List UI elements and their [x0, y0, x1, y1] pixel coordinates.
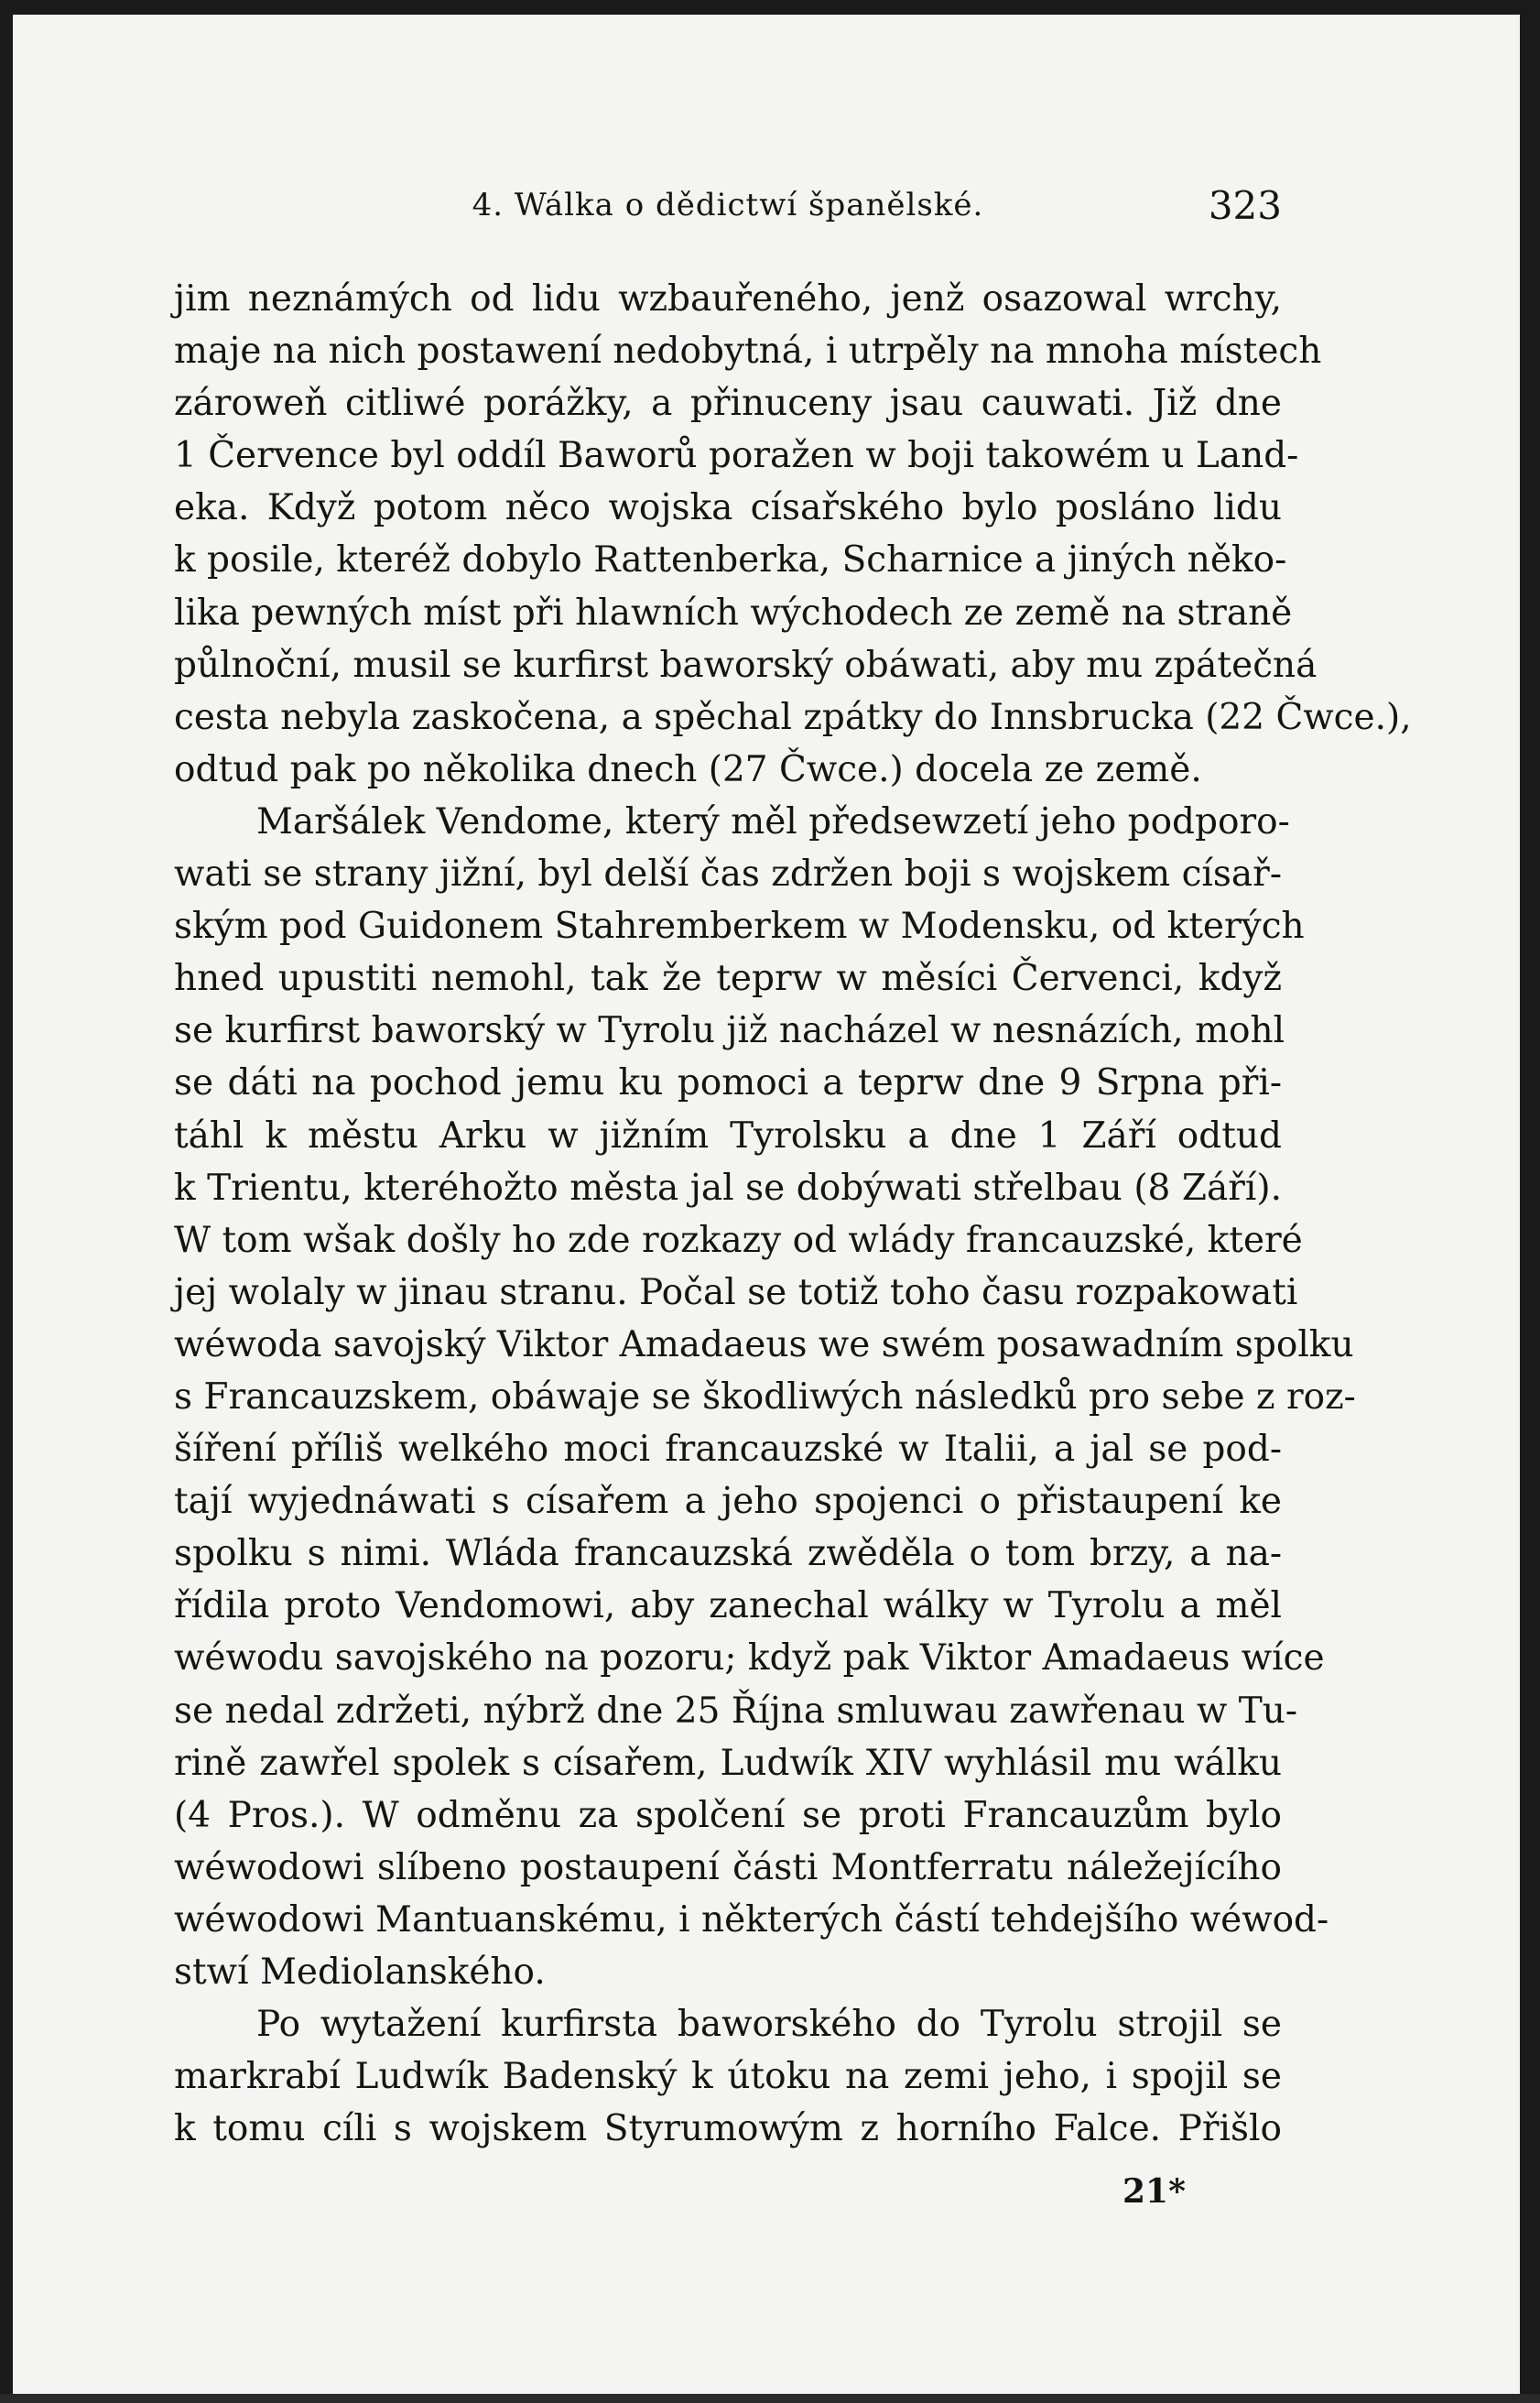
- text-line: hned upustiti nemohl, tak že teprw w měsíci Červenci, když: [174, 958, 1282, 1000]
- text-line: wéwodowi Mantuanskému, i některých částí tehdejšího wéwod-: [174, 1898, 1329, 1941]
- text-line: půlnoční, musil se kurfirst baworský obáwati, aby mu zpátečná: [174, 644, 1318, 686]
- text-line: wati se strany jižní, byl delší čas zdržen boji s wojskem císař-: [174, 854, 1282, 896]
- text-line: jim neznámých od lidu wzbauřeného, jenž osazowal wrchy,: [174, 278, 1282, 320]
- text-line: s Francauzskem, obáwaje se škodliwých následků pro sebe z roz-: [174, 1375, 1356, 1418]
- paragraph-start-line: Maršálek Vendome, který měl předsewzetí jeho podporo-: [256, 800, 1290, 843]
- text-line: (4 Pros.). W odměnu za spolčení se proti Francauzům bylo: [174, 1794, 1282, 1836]
- text-line: wéwodu savojského na pozoru; když pak Viktor Amadaeus wíce: [174, 1637, 1325, 1680]
- text-line: wéwodowi slíbeno postaupení části Montferratu náležejícího: [174, 1846, 1282, 1888]
- text-line: stwí Mediolanského.: [174, 1952, 546, 1993]
- text-line: cesta nebyla zaskočena, a spěchal zpátky do Innsbrucka (22 Čwce.),: [174, 696, 1412, 738]
- text-line: k tomu cíli s wojskem Styrumowým z horního Falce. Přišlo: [174, 2108, 1282, 2150]
- text-line: tají wyjednáwati s císařem a jeho spojenci o přistaupení ke: [174, 1481, 1282, 1523]
- text-line: spolku s nimi. Wláda francauzská zwěděla o tom brzy, a na-: [174, 1533, 1282, 1575]
- running-title: 4. Wálka o dědictwí španělské.: [472, 187, 984, 223]
- printer-signature-mark: 21*: [1122, 2172, 1186, 2211]
- scan-border-bottom: [0, 2394, 1540, 2403]
- text-line: k posile, kteréž dobylo Rattenberka, Scharnice a jiných něko-: [174, 539, 1287, 582]
- text-line: k Trientu, kteréhožto města jal se dobýwati střelbau (8 Září).: [174, 1167, 1282, 1209]
- text-line: maje na nich postawení nedobytná, i utrpěly na mnoha místech: [174, 331, 1322, 373]
- text-line: zároweň citliwé porážky, a přinuceny jsau cauwati. Již dne: [174, 383, 1282, 425]
- text-line: 1 Července byl oddíl Baworů poražen w boji takowém u Land-: [174, 435, 1299, 477]
- text-line: W tom wšak došly ho zde rozkazy od wlády francauzské, které: [174, 1219, 1303, 1261]
- text-line: rině zawřel spolek s císařem, Ludwík XIV wyhlásil mu wálku: [174, 1742, 1282, 1784]
- text-line: ským pod Guidonem Stahremberkem w Modensku, od kterých: [174, 906, 1305, 948]
- body-text: [174, 273, 1412, 2155]
- text-line: eka. Když potom něco wojska císařského bylo posláno lidu: [174, 487, 1282, 529]
- scan-border-right: [1520, 0, 1540, 2403]
- page-header: [174, 179, 1282, 238]
- text-line: se nedal zdržeti, nýbrž dne 25 Října smluwau zawřenau w Tu-: [174, 1690, 1298, 1732]
- page-number: 323: [1208, 183, 1282, 228]
- text-line: odtud pak po několika dnech (27 Čwce.) docela ze země.: [174, 748, 1202, 790]
- text-line: se kurfirst baworský w Tyrolu již nacházel w nesnázích, mohl: [174, 1010, 1285, 1052]
- scan-border-left: [0, 0, 13, 2403]
- text-line: táhl k městu Arku w jižním Tyrolsku a dne 1 Září odtud: [174, 1115, 1282, 1157]
- text-line: lika pewných míst při hlawních wýchodech ze země na straně: [174, 592, 1293, 634]
- paragraph-start-line: Po wytažení kurfirsta baworského do Tyrolu strojil se: [256, 2004, 1282, 2046]
- text-line: markrabí Ludwík Badenský k útoku na zemi jeho, i spojil se: [174, 2056, 1282, 2098]
- scan-border-top: [0, 0, 1540, 15]
- text-line: se dáti na pochod jemu ku pomoci a teprw dne 9 Srpna při-: [174, 1062, 1282, 1104]
- text-line: šíření příliš welkého moci francauzské w Italii, a jal se pod-: [174, 1429, 1282, 1471]
- text-line: wéwoda savojský Viktor Amadaeus we swém posawadním spolku: [174, 1323, 1354, 1365]
- text-line: jej wolaly w jinau stranu. Počal se totiž toho času rozpakowati: [174, 1271, 1298, 1313]
- text-line: řídila proto Vendomowi, aby zanechal wálky w Tyrolu a měl: [174, 1585, 1282, 1627]
